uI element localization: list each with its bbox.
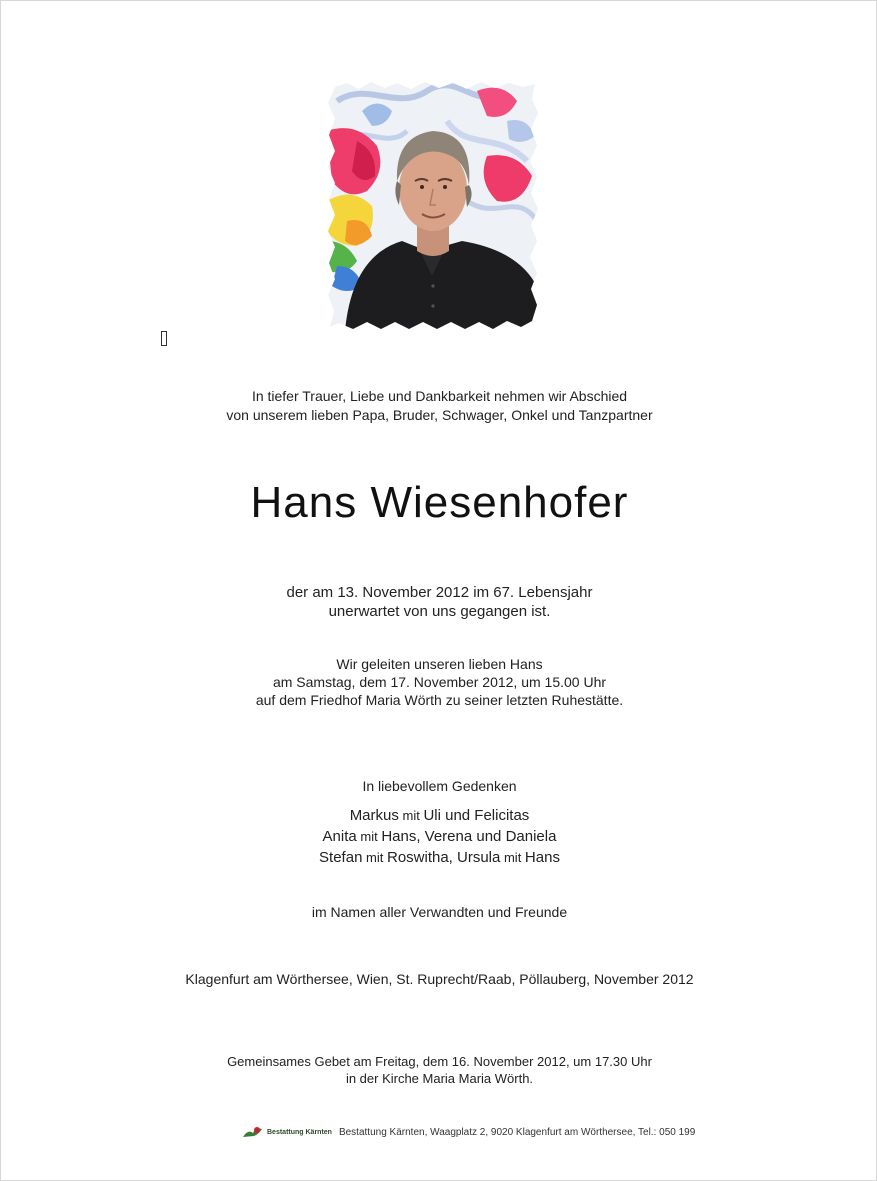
intro-text — [1, 387, 877, 425]
intro-line-1: In tiefer Trauer, Liebe und Dankbarkeit nehmen wir Abschied — [251, 388, 628, 404]
portrait-photo — [327, 81, 539, 331]
family-line — [1, 826, 877, 847]
logo-mark-icon — [242, 1125, 264, 1139]
family-name: Markus — [349, 807, 399, 824]
death-notice-line-1: der am 13. November 2012 im 67. Lebensjahr — [286, 584, 593, 601]
intro-line-2: von unserem lieben Papa, Bruder, Schwager, Onkel und Tanzpartner — [226, 407, 653, 423]
family-name: Hans — [524, 849, 560, 866]
family-connector: mit — [398, 808, 424, 823]
family-line — [1, 805, 877, 826]
prayer-info — [1, 1053, 877, 1087]
family-connector: mit — [356, 829, 382, 844]
family-name: Hans, Verena und Daniela — [381, 828, 557, 845]
family-name: Stefan — [319, 849, 363, 866]
funeral-home-logo-icon — [242, 1125, 332, 1139]
memory-heading: In liebevollem Gedenken — [362, 778, 517, 794]
family-list — [1, 805, 877, 868]
funeral-info — [1, 655, 877, 709]
family-name: Roswitha, Ursula — [386, 849, 501, 866]
family-name: Anita — [322, 828, 357, 845]
death-notice — [1, 583, 877, 621]
death-notice-line-2: unerwartet von uns gegangen ist. — [328, 603, 551, 620]
place-date: Klagenfurt am Wörthersee, Wien, St. Ruprecht/Raab, Pöllauberg, November 2012 — [185, 971, 694, 987]
prayer-line-1: Gemeinsames Gebet am Freitag, dem 16. November 2012, um 17.30 Uhr — [227, 1054, 652, 1069]
box-glyph-icon — [161, 331, 167, 346]
funeral-line-1: Wir geleiten unseren lieben Hans — [336, 656, 543, 672]
funeral-line-2: am Samstag, dem 17. November 2012, um 15.00 Uhr — [272, 674, 607, 690]
family-line — [1, 847, 877, 868]
deceased-name: Hans Wiesenhofer — [250, 478, 629, 527]
footer-address: Bestattung Kärnten, Waagplatz 2, 9020 Klagenfurt am Wörthersee, Tel.: 050 199 — [338, 1126, 696, 1138]
relatives-line: im Namen aller Verwandten und Freunde — [311, 904, 568, 920]
footer — [242, 1121, 695, 1143]
funeral-line-3: auf dem Friedhof Maria Wörth zu seiner letzten Ruhestätte. — [255, 692, 624, 708]
family-connector: mit — [362, 850, 387, 865]
family-connector: mit — [500, 850, 525, 865]
logo-text: Bestattung Kärnten — [267, 1128, 332, 1136]
prayer-line-2: in der Kirche Maria Maria Wörth. — [345, 1071, 534, 1086]
family-name: Uli und Felicitas — [423, 807, 530, 824]
